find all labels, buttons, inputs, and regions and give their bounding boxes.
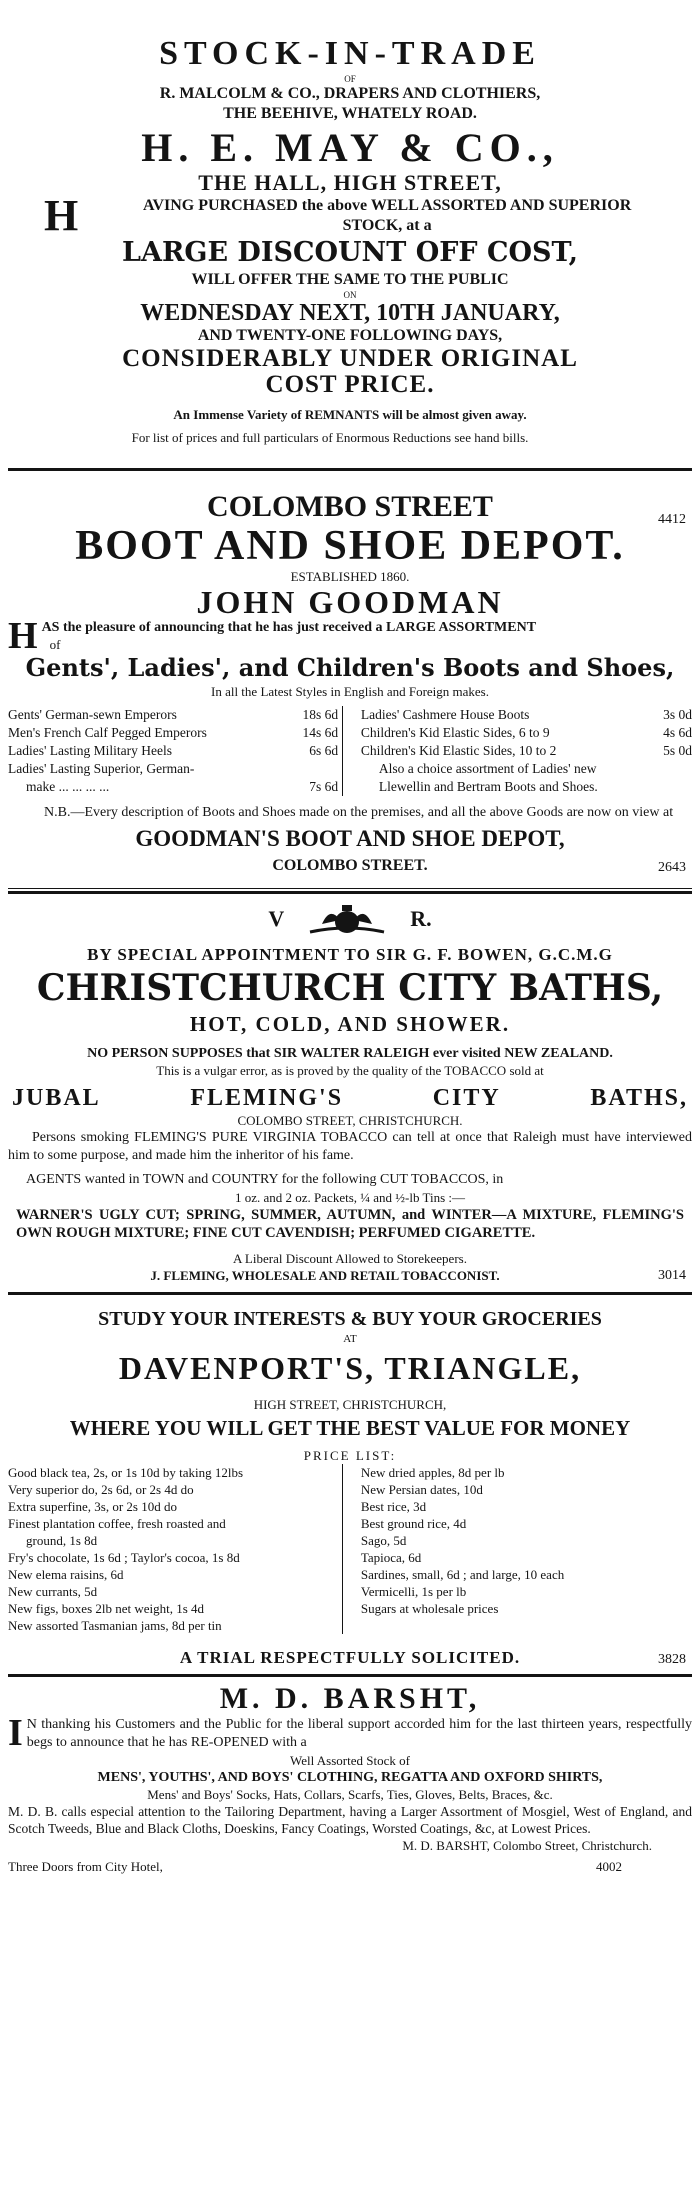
- r-letter: R.: [410, 906, 432, 931]
- intro-line-2: of: [49, 637, 61, 652]
- firm-name: H. E. MAY & CO.,: [141, 125, 559, 170]
- grocery-item: ground, 1s 8d: [26, 1533, 98, 1548]
- grocery-item: New Persian dates, 10d: [360, 1482, 483, 1497]
- grocery-item: Very superior do, 2s 6d, or 2s 4d do: [8, 1482, 194, 1497]
- remnants-line: An Immense Variety of REMNANTS will be almost given away.: [173, 407, 527, 422]
- grocery-item: Good black tea, 2s, or 1s 10d by taking 12lbs: [8, 1465, 244, 1480]
- fleming-signature: J. FLEMING, WHOLESALE AND RETAIL TOBACCONIST.: [150, 1268, 500, 1283]
- boots-heading: Gents', Ladies', and Children's Boots and Shoes,: [25, 653, 675, 682]
- grocery-item: Sago, 5d: [360, 1533, 407, 1548]
- price-row: Men's French Calf Pegged Emperors 14s 6d: [8, 725, 339, 740]
- grocery-item: New dried apples, 8d per lb: [360, 1465, 505, 1480]
- left-price-column: [8, 706, 343, 796]
- ad-barsht: [8, 1682, 692, 1875]
- proprietor-name: JOHN GOODMAN: [196, 584, 504, 620]
- price-row: Also a choice assortment of Ladies' new: [378, 761, 597, 776]
- baths-title: CHRISTCHURCH CITY BATHS,: [36, 967, 664, 1009]
- stock-title: STOCK-IN-TRADE: [159, 35, 541, 72]
- nb-paragraph: N.B.—Every description of Boots and Shoes made on the premises, and all the above Goods are now on view at: [44, 805, 674, 820]
- socks-line: Mens' and Boys' Socks, Hats, Collars, Scarfs, Ties, Gloves, Belts, Braces, &c.: [147, 1787, 553, 1802]
- spread-name-line: JUBAL FLEMING'S CITY BATHS,: [12, 1085, 688, 1111]
- grocery-left-column: [8, 1464, 343, 1634]
- appointment-line: BY SPECIAL APPOINTMENT TO SIR G. F. BOWEN, G.C.M.G: [87, 945, 613, 964]
- tailoring-paragraph: M. D. B. calls especial attention to the Tailoring Department, having a Larger Assortment of Mosgiel, West of England, and Scotch Tweeds, Blue and Black Cloths, Doeskins, Fancy Coatings, Worsted Coatings, &c, at Lowest Prices.: [8, 1804, 692, 1836]
- v-letter: V: [268, 906, 285, 931]
- barsht-signature: M. D. BARSHT, Colombo Street, Christchurch.: [402, 1838, 652, 1853]
- malcolm-line: R. MALCOLM & CO., DRAPERS AND CLOTHIERS,: [159, 85, 541, 102]
- hall-address: THE HALL, HIGH STREET,: [198, 170, 502, 195]
- grocery-item: New currants, 5d: [8, 1584, 98, 1599]
- dropcap-letter: H: [44, 191, 79, 240]
- where-line: WHERE YOU WILL GET THE BEST VALUE FOR MONEY: [69, 1416, 631, 1440]
- davenports-title: DAVENPORT'S, TRIANGLE,: [118, 1350, 582, 1386]
- grocery-item: Extra superfine, 3s, or 2s 10d do: [8, 1499, 177, 1514]
- right-price-column: [357, 706, 692, 796]
- date-line: WEDNESDAY NEXT, 10TH JANUARY,: [140, 300, 560, 326]
- at-label: AT: [343, 1333, 357, 1345]
- ad-goodman-boots: [8, 476, 692, 876]
- grocery-item: New elema raisins, 6d: [8, 1567, 124, 1582]
- price-list-heading: PRICE LIST:: [303, 1448, 397, 1463]
- doors-line: Three Doors from City Hotel,: [8, 1859, 163, 1874]
- price-row: Llewellin and Bertram Boots and Shoes.: [378, 779, 598, 794]
- divider: [8, 1292, 692, 1295]
- clothing-line: MENS', YOUTHS', AND BOYS' CLOTHING, REGATTA AND OXFORD SHIRTS,: [97, 1770, 603, 1785]
- grocery-item: Sugars at wholesale prices: [360, 1601, 499, 1616]
- ad-number: 4002: [596, 1859, 622, 1874]
- baths-address: COLOMBO STREET, CHRISTCHURCH.: [237, 1113, 463, 1128]
- ad-number: 2643: [658, 860, 686, 875]
- divider: [8, 468, 692, 471]
- baths-sub: HOT, COLD, AND SHOWER.: [189, 1012, 511, 1036]
- price-row: Children's Kid Elastic Sides, 10 to 2 5s 0d: [360, 743, 692, 758]
- royal-crest-icon: [302, 902, 392, 936]
- persons-paragraph: Persons smoking FLEMING'S PURE VIRGINIA TOBACCO can tell at once that Raleigh must have interviewed him to some purpose, and made him the inheritor of his fame.: [8, 1130, 692, 1163]
- thanks-text: N thanking his Customers and the Public for the liberal support accorded him for the last thirteen years, respectfully begs to announce that he has RE-OPENED with a: [26, 1717, 692, 1750]
- grocery-price-list: [8, 1464, 692, 1634]
- brands-paragraph: WARNER'S UGLY CUT; SPRING, SUMMER, AUTUMN, and WINTER—A MIXTURE, FLEMING'S OWN ROUGH MIXTURE; FINE CUT CAVENDISH; PERFUMED CIGARETTE.: [16, 1207, 684, 1241]
- boots-price-list: [8, 706, 692, 796]
- ad-number: 3014: [658, 1268, 686, 1283]
- grocery-item: Finest plantation coffee, fresh roasted and: [8, 1516, 226, 1531]
- thanks-paragraph: [8, 1712, 692, 1754]
- having-line-2: STOCK, at a: [342, 217, 432, 234]
- depot-name: GOODMAN'S BOOT AND SHOE DEPOT,: [135, 826, 565, 851]
- handbills-line: For list of prices and full particulars of Enormous Reductions see hand bills.: [131, 430, 529, 445]
- royal-crest-row: [8, 899, 692, 939]
- price-row: Children's Kid Elastic Sides, 6 to 9 4s 6d: [360, 725, 692, 740]
- ad-davenports: [8, 1300, 692, 1668]
- grocery-item: Tapioca, 6d: [360, 1550, 422, 1565]
- under-line-1: CONSIDERABLY UNDER ORIGINAL: [122, 345, 578, 372]
- divider: [8, 888, 692, 894]
- depot-title: BOOT AND SHOE DEPOT.: [75, 523, 625, 569]
- divider: [8, 1674, 692, 1677]
- agents-line: AGENTS wanted in TOWN and COUNTRY for the following CUT TOBACCOS, in: [26, 1172, 504, 1187]
- grocery-item: Best rice, 3d: [360, 1499, 427, 1514]
- having-paragraph: [8, 191, 692, 240]
- offer-line: WILL OFFER THE SAME TO THE PUBLIC: [191, 271, 509, 288]
- having-line-1: AVING PURCHASED the above WELL ASSORTED AND SUPERIOR: [142, 197, 632, 214]
- grocery-item: New assorted Tasmanian jams, 8d per tin: [8, 1618, 222, 1633]
- following-days: AND TWENTY-ONE FOLLOWING DAYS,: [197, 327, 503, 344]
- price-row: Ladies' Cashmere House Boots 3s 0d: [360, 707, 692, 722]
- price-row: Ladies' Lasting Military Heels 6s 6d: [8, 743, 339, 758]
- dropcap-letter: I: [8, 1712, 23, 1754]
- on-label: ON: [343, 290, 357, 300]
- grocery-item: Vermicelli, 1s per lb: [360, 1584, 467, 1599]
- vulgar-line: This is a vulgar error, as is proved by the quality of the TOBACCO sold at: [156, 1063, 544, 1078]
- nobody-line: NO PERSON SUPPOSES that SIR WALTER RALEIGH ever visited NEW ZEALAND.: [87, 1046, 613, 1061]
- styles-line: In all the Latest Styles in English and Foreign makes.: [210, 684, 489, 699]
- grocery-right-column: [357, 1464, 692, 1634]
- depot-street: COLOMBO STREET.: [272, 857, 428, 874]
- under-line-2: COST PRICE.: [265, 371, 435, 398]
- grocery-item: Best ground rice, 4d: [360, 1516, 467, 1531]
- ad-number: 3828: [658, 1652, 686, 1667]
- davenports-street: HIGH STREET, CHRISTCHURCH,: [253, 1397, 447, 1412]
- price-row: make ... ... ... ... 7s 6d: [26, 779, 339, 794]
- street-heading: COLOMBO STREET: [207, 490, 493, 523]
- intro-line-1: AS the pleasure of announcing that he has just received a LARGE ASSORTMENT: [41, 620, 537, 635]
- discount-line: A Liberal Discount Allowed to Storekeepers.: [233, 1251, 467, 1266]
- beehive-line: THE BEEHIVE, WHATELY ROAD.: [223, 105, 477, 122]
- grocery-item: Sardines, small, 6d ; and large, 10 each: [360, 1567, 565, 1582]
- grocery-item: Fry's chocolate, 1s 6d ; Taylor's cocoa, 1s 8d: [8, 1550, 240, 1565]
- price-row: Ladies' Lasting Superior, German-: [8, 761, 195, 776]
- dropcap-letter: H: [8, 615, 38, 657]
- of-label: OF: [344, 74, 356, 84]
- study-line: STUDY YOUR INTERESTS & BUY YOUR GROCERIES: [98, 1308, 602, 1330]
- ad-city-baths: [8, 899, 692, 1284]
- barsht-name: M. D. BARSHT,: [219, 1682, 481, 1715]
- packets-line: 1 oz. and 2 oz. Packets, ¼ and ½-lb Tins :—: [234, 1190, 465, 1205]
- grocery-item: New figs, boxes 2lb net weight, 1s 4d: [8, 1601, 205, 1616]
- intro-paragraph: [8, 615, 692, 657]
- discount-heading: LARGE DISCOUNT OFF COST,: [122, 237, 578, 268]
- ad-number: 4412: [658, 512, 686, 527]
- trial-line: A TRIAL RESPECTFULLY SOLICITED.: [179, 1648, 521, 1667]
- stock-line: Well Assorted Stock of: [290, 1753, 410, 1768]
- price-row: Gents' German-sewn Emperors 18s 6d: [8, 707, 339, 722]
- established-line: ESTABLISHED 1860.: [290, 569, 410, 584]
- barsht-footer: [8, 1858, 692, 1875]
